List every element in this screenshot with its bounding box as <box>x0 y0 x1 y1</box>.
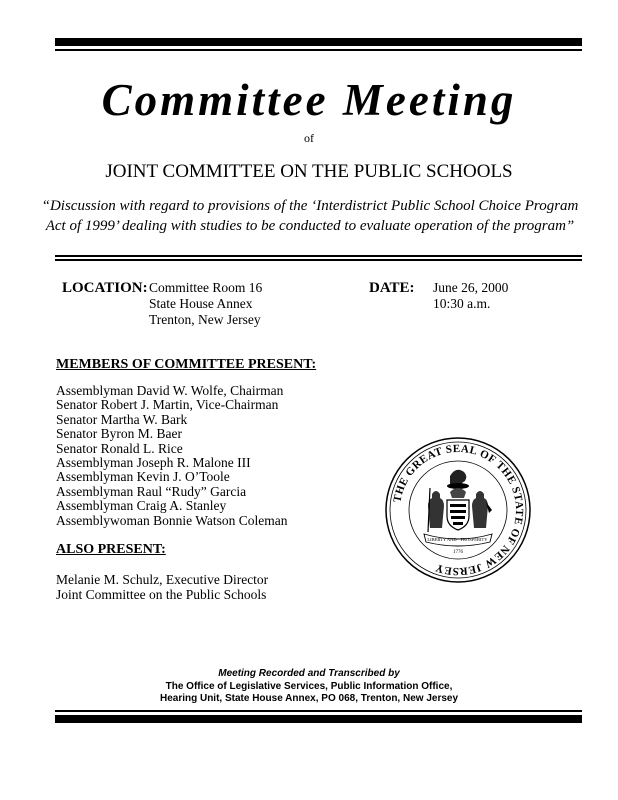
member-item: Assemblyman Kevin J. O’Toole <box>56 469 230 485</box>
middle-rule-2 <box>55 259 582 261</box>
location-line-3: Trenton, New Jersey <box>149 312 261 327</box>
location-label: LOCATION: <box>62 280 148 296</box>
location-line-1: Committee Room 16 <box>149 280 263 295</box>
also-present-item: Joint Committee on the Public Schools <box>56 587 267 602</box>
also-present-heading: ALSO PRESENT: <box>56 542 166 557</box>
of-text: of <box>304 131 314 145</box>
members-heading: MEMBERS OF COMMITTEE PRESENT: <box>56 357 317 372</box>
subject-line-2: Act of 1999’ dealing with studies to be conducted to evaluate operation of the program” <box>45 218 575 234</box>
members-list <box>56 384 288 528</box>
bottom-rule-thin <box>55 710 582 712</box>
member-item: Assemblyman Joseph R. Malone III <box>56 455 251 471</box>
committee-name: JOINT COMMITTEE ON THE PUBLIC SCHOOLS <box>105 161 513 182</box>
seal-ribbon-right: PROSPERITY <box>460 537 488 542</box>
member-item: Senator Ronald L. Rice <box>56 440 183 456</box>
location-line-2: State House Annex <box>149 296 253 311</box>
subject-line-1: “Discussion with regard to provisions of the ‘Interdistrict Public School Choice Program <box>41 198 579 214</box>
footer-line-2: The Office of Legislative Services, Public Information Office, <box>165 680 453 692</box>
meeting-subject <box>40 196 580 236</box>
footer <box>0 668 618 706</box>
member-item: Senator Robert J. Martin, Vice-Chairman <box>56 397 279 413</box>
member-item: Assemblyman Raul “Rudy” Garcia <box>56 483 247 499</box>
seal-text: THE GREAT SEAL OF THE STATE OF NEW JERSEY <box>391 442 526 578</box>
member-item: Senator Martha W. Bark <box>56 411 188 427</box>
member-item: Senator Byron M. Baer <box>56 426 182 442</box>
also-present-item: Melanie M. Schulz, Executive Director <box>56 572 269 587</box>
seal-year: 1776 <box>453 550 463 555</box>
top-rule-thin <box>55 49 582 51</box>
date-label: DATE: <box>369 280 415 296</box>
location-value <box>149 280 262 328</box>
member-item: Assemblyman David W. Wolfe, Chairman <box>56 383 284 398</box>
member-item: Assemblywoman Bonnie Watson Coleman <box>56 512 288 528</box>
seal-ribbon-left: LIBERTY AND <box>427 537 457 542</box>
member-item: Assemblyman Craig A. Stanley <box>56 498 227 514</box>
footer-line-3: Hearing Unit, State House Annex, PO 068, Trenton, New Jersey <box>159 693 459 704</box>
footer-line-1: Meeting Recorded and Transcribed by <box>218 668 400 679</box>
time-line: 10:30 a.m. <box>433 296 491 311</box>
state-seal-icon <box>384 436 532 584</box>
bottom-rule-thick <box>55 715 582 723</box>
also-present-list <box>56 572 268 602</box>
top-rule-thick <box>55 38 582 46</box>
date-value <box>433 280 508 312</box>
middle-rule-1 <box>55 255 582 257</box>
document-title: Committee Meeting <box>101 75 517 125</box>
date-line-1: June 26, 2000 <box>433 280 509 295</box>
